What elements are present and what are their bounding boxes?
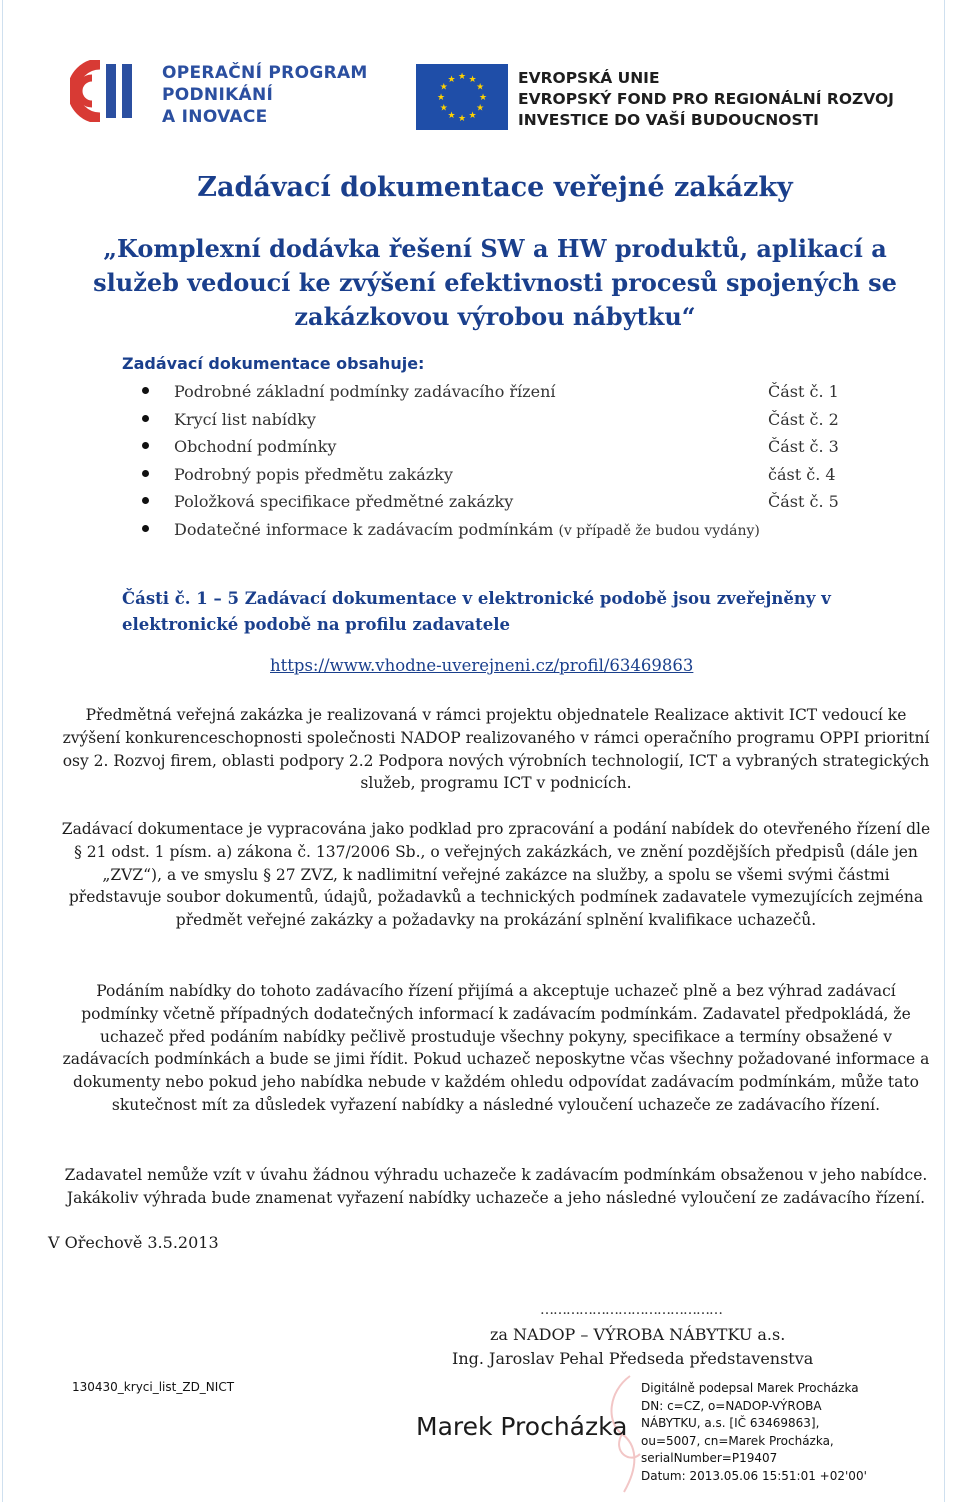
bullet-icon — [142, 442, 149, 449]
bullet-icon — [142, 387, 149, 394]
eu-star-icon: ★ — [439, 103, 448, 114]
contents-item-label-wrap — [174, 520, 760, 539]
eu-star-icon: ★ — [468, 111, 477, 122]
contents-item-label: Dodatečné informace k zadávacím podmínkám — [174, 519, 554, 539]
parts-notice: Části č. 1 – 5 Zadávací dokumentace v elektronické podobě jsou zveřejněny v elektronické podobě na profilu zadavatele — [122, 589, 831, 634]
contents-item-label: Podrobné základní podmínky zadávacího řízení — [174, 382, 556, 401]
eu-logo — [416, 64, 916, 134]
oppi-emblem-icon — [70, 60, 140, 122]
list-item — [122, 461, 862, 489]
eu-star-icon: ★ — [476, 103, 485, 114]
signature-detail-line: ou=5007, cn=Marek Procházka, — [641, 1433, 834, 1448]
oppi-line-2: PODNIKÁNÍ — [162, 85, 274, 105]
signature-detail-line: serialNumber=P19407 — [641, 1451, 778, 1465]
eu-star-icon: ★ — [478, 93, 488, 103]
contents-item-label: Obchodní podmínky — [174, 437, 337, 457]
signature-detail-line: NÁBYTKU, a.s. [IČ 63469863], — [641, 1416, 820, 1430]
eu-star-icon: ★ — [457, 72, 467, 82]
bullet-icon — [142, 415, 149, 422]
oppi-logo-text — [162, 62, 368, 128]
oppi-line-1: OPERAČNÍ PROGRAM — [162, 63, 368, 83]
bullet-icon — [142, 470, 149, 477]
oppi-line-3: A INOVACE — [162, 107, 268, 127]
signature-person: Ing. Jaroslav Pehal Předseda představenstva — [452, 1349, 814, 1368]
digital-signer-name: Marek Procházka — [416, 1412, 628, 1441]
eu-star-icon: ★ — [447, 74, 456, 85]
contents-item-part: Část č. 3 — [768, 437, 839, 457]
contents-heading: Zadávací dokumentace obsahuje: — [122, 354, 425, 373]
list-item — [122, 488, 862, 516]
eu-flag-icon — [416, 64, 508, 130]
contents-item-label: Krycí list nabídky — [174, 409, 316, 429]
project-title: „Komplexní dodávka řešení SW a HW produktů, aplikací a služeb vedoucí ke zvýšení efektivnosti procesů spojených se zakázkovou výrobou nábytku“ — [93, 234, 897, 331]
list-item — [122, 406, 862, 434]
contents-item-part: Část č. 5 — [768, 492, 839, 512]
contents-item-part: část č. 4 — [768, 464, 836, 484]
eu-star-icon: ★ — [476, 82, 485, 93]
bullet-icon — [142, 497, 149, 504]
contents-item-label: Položková specifikace předmětné zakázky — [174, 492, 514, 512]
signature-line: …………………………………… — [540, 1302, 722, 1318]
paragraph-reservations: Zadavatel nemůže vzít v úvahu žádnou výhradu uchazeče k zadávacím podmínkám obsaženou v jeho nabídce. Jakákoliv výhrada bude znamenat vyřazení nabídky uchazeče a jeho následné vyloučení ze zadávacího řízení. — [64, 1166, 928, 1207]
eu-logo-text — [518, 68, 894, 131]
contents-list — [122, 378, 862, 544]
oppi-logo — [70, 58, 390, 130]
eu-star-icon: ★ — [439, 82, 448, 93]
eu-line-2: EVROPSKÝ FOND PRO REGIONÁLNÍ ROZVOJ — [518, 90, 894, 108]
paragraph-purpose: Zadávací dokumentace je vypracována jako podklad pro zpracování a podání nabídek do otevřeného řízení dle § 21 odst. 1 písm. a) zákona č. 137/2006 Sb., o veřejných zakázkách, ve znění pozdějších předpisů (dále jen „ZVZ“), a ve smyslu § 27 ZVZ, k nadlimitní veřejné zakázce na služby, a spolu se všemi svými částmi představuje soubor dokumentů, údajů, požadavků a technických podmínek zadavatele vymezujících zejména předmět veřejné zakázky a požadavky na prokázání splnění kvalifikace uchazečů. — [61, 820, 931, 930]
list-item — [122, 433, 862, 461]
file-code: 130430_kryci_list_ZD_NICT — [72, 1380, 235, 1394]
page-border-left — [2, 0, 3, 1502]
signature-company: za NADOP – VÝROBA NÁBYTKU a.s. — [490, 1325, 786, 1344]
eu-line-1: EVROPSKÁ UNIE — [518, 69, 660, 87]
buyer-profile-link[interactable]: https://www.vhodne-uverejneni.cz/profil/63469863 — [270, 656, 694, 675]
signature-detail-line: DN: c=CZ, o=NADOP-VÝROBA — [641, 1398, 822, 1413]
list-item — [122, 516, 862, 544]
contents-item-note: (v případě že budou vydány) — [558, 522, 760, 539]
eu-star-icon: ★ — [447, 111, 456, 122]
document-title: Zadávací dokumentace veřejné zakázky — [197, 172, 793, 203]
eu-star-icon: ★ — [468, 74, 477, 85]
paragraph-acceptance: Podáním nabídky do tohoto zadávacího řízení přijímá a akceptuje uchazeč plně a bez výhrad zadávací podmínky včetně případných dodatečných informací k zadávacím podmínkám. Zadavatel předpokládá, že uchazeč před podáním nabídky pečlivě prostuduje všechny pokyny, specifikace a termíny obsažené v zadávacích podmínkách a bude se jimi řídit. Pokud uchazeč neposkytne včas všechny požadované informace a dokumenty nebo pokud jeho nabídka nebude v každém ohledu odpovídat zadávacím podmínkám, může tato skutečnost mít za důsledek vyřazení nabídky a následné vyloučení uchazeče ze zadávacího řízení. — [62, 982, 930, 1114]
contents-item-label: Podrobný popis předmětu zakázky — [174, 464, 453, 484]
eu-star-icon: ★ — [457, 114, 467, 124]
eu-star-icon: ★ — [436, 93, 446, 103]
digital-signature-details — [641, 1380, 867, 1485]
signature-detail-line: Datum: 2013.05.06 15:51:01 +02'00' — [641, 1468, 867, 1483]
eu-line-3: INVESTICE DO VAŠÍ BUDOUCNOSTI — [518, 111, 819, 129]
signature-detail-line: Digitálně podepsal Marek Procházka — [641, 1381, 859, 1395]
page-border-right — [944, 0, 945, 1502]
contents-item-part: Část č. 2 — [768, 409, 839, 429]
paragraph-project: Předmětná veřejná zakázka je realizovaná v rámci projektu objednatele Realizace aktivit ICT vedoucí ke zvýšení konkurenceschopnosti společnosti NADOP realizovaného v rámci operačního programu OPPI prioritní osy 2. Rozvoj firem, oblasti podpory 2.2 Podpora nových výrobních technologií, ICT a vybraných strategických služeb, programu ICT v podnicích. — [62, 706, 930, 793]
list-item — [122, 378, 862, 406]
contents-item-part: Část č. 1 — [768, 382, 839, 401]
bullet-icon — [142, 525, 149, 532]
place-and-date: V Ořechově 3.5.2013 — [48, 1233, 219, 1252]
